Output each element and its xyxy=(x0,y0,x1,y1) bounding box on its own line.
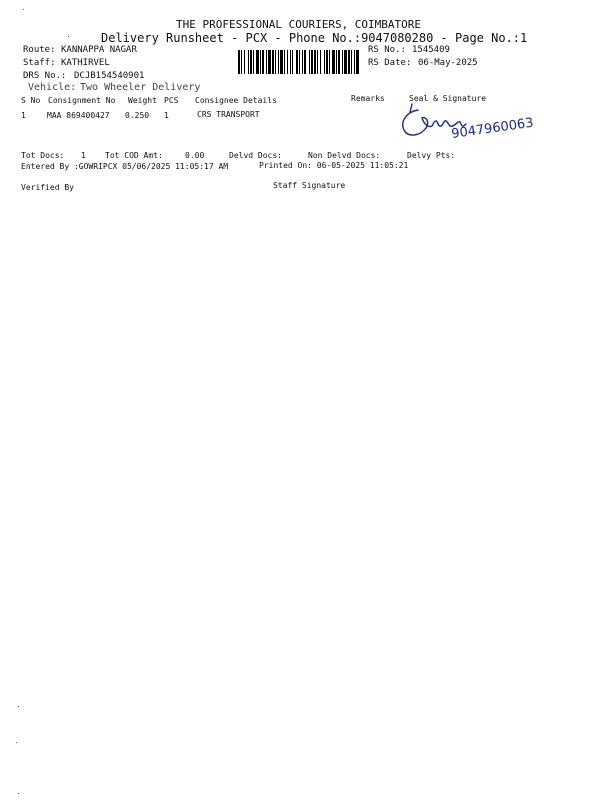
rs-date-label: RS Date: xyxy=(368,58,412,68)
barcode-bar xyxy=(290,50,291,74)
drs-label: DRS No.: xyxy=(23,71,67,81)
delvd-docs-label: Delvd Docs: xyxy=(229,151,282,160)
entered-by: Entered By :GOWRIPCX 05/06/2025 11:05:17 AM xyxy=(21,162,229,171)
row-pcs: 1 xyxy=(164,111,169,120)
barcode-bar xyxy=(244,50,245,74)
scan-speck xyxy=(23,9,24,10)
barcode-bar xyxy=(266,50,267,74)
barcode-bar xyxy=(336,50,337,74)
barcode-bar xyxy=(284,50,285,74)
tot-cod-value: 0.00 xyxy=(185,151,205,160)
barcode-bar xyxy=(275,50,276,74)
scan-speck xyxy=(16,742,17,743)
barcode-bar xyxy=(280,50,283,74)
vehicle-value: Two Wheeler Delivery xyxy=(80,82,201,93)
tot-cod-label: Tot COD Amt: xyxy=(105,151,163,160)
delvy-pts-label: Delvy Pts: xyxy=(407,151,456,160)
barcode-bar xyxy=(241,50,242,74)
barcode-bar xyxy=(344,50,347,74)
row-sno: 1 xyxy=(21,111,26,120)
barcode-bar xyxy=(272,50,274,74)
row-weight: 0.250 xyxy=(125,111,150,120)
non-delvd-label: Non Delvd Docs: xyxy=(308,151,381,160)
barcode-bar xyxy=(250,50,252,74)
barcode-bar xyxy=(342,50,343,74)
col-header-sno: S No xyxy=(21,96,41,105)
barcode-bar xyxy=(278,50,279,74)
barcode-bar xyxy=(292,50,293,74)
col-header-weight: Weight xyxy=(128,96,157,105)
barcode-bar xyxy=(287,50,288,74)
rs-no-value: 1545409 xyxy=(412,45,450,55)
barcode-bar xyxy=(302,50,303,74)
barcode-bar xyxy=(329,50,330,74)
verified-by: Verified By xyxy=(21,183,74,192)
company-name: THE PROFESSIONAL COURIERS, COIMBATORE xyxy=(176,18,422,31)
barcode-bar xyxy=(260,50,261,74)
barcode-bar xyxy=(309,50,310,74)
staff-label: Staff: xyxy=(23,58,56,68)
barcode-bar xyxy=(238,50,240,74)
scan-speck xyxy=(18,706,19,707)
barcode-bar xyxy=(317,50,318,74)
vehicle-label: Vehicle: xyxy=(28,82,77,93)
barcode-bar xyxy=(324,50,325,74)
barcode-bar xyxy=(256,50,259,74)
printed-on: Printed On: 06-05-2025 11:05:21 xyxy=(259,161,409,170)
route-label: Route: xyxy=(23,45,56,55)
barcode-bar xyxy=(311,50,313,74)
staff-signature: Staff Signature xyxy=(273,181,346,190)
barcode-bar xyxy=(314,50,316,74)
barcode-bar xyxy=(248,50,249,74)
col-header-pcs: PCS xyxy=(164,96,179,105)
barcode-bar xyxy=(299,50,300,74)
barcode xyxy=(238,50,360,74)
scan-speck xyxy=(68,36,69,37)
runsheet-title: Delivery Runsheet - PCX - Phone No.:9047080280 - Page No.:1 xyxy=(101,31,528,45)
barcode-bar xyxy=(348,50,350,74)
drs-value: DCJB154540901 xyxy=(74,71,145,81)
tot-docs-label: Tot Docs: xyxy=(21,151,65,160)
barcode-bar xyxy=(253,50,254,74)
handwritten-signature xyxy=(396,98,536,150)
barcode-bar xyxy=(304,50,306,74)
col-header-remarks: Remarks xyxy=(351,94,385,103)
col-header-seal: Seal & Signature xyxy=(409,94,487,103)
staff-value: KATHIRVEL xyxy=(61,58,110,68)
barcode-bar xyxy=(356,50,359,74)
route-value: KANNAPPA NAGAR xyxy=(61,45,137,55)
barcode-bar xyxy=(326,50,328,74)
barcode-bar xyxy=(268,50,271,74)
col-header-consignment: Consignment No xyxy=(48,96,116,105)
row-consignee: CRS TRANSPORT xyxy=(197,110,260,119)
rs-no-label: RS No.: xyxy=(368,45,406,55)
rs-date-value: 06-May-2025 xyxy=(418,58,478,68)
row-consignment: MAA 869400427 xyxy=(47,111,110,120)
barcode-bar xyxy=(262,50,264,74)
col-header-consignee: Consignee Details xyxy=(195,96,277,105)
barcode-bar xyxy=(338,50,340,74)
tot-docs-value: 1 xyxy=(81,151,86,160)
barcode-bar xyxy=(354,50,355,74)
barcode-bar xyxy=(296,50,298,74)
handwritten-phone: 9047960063 xyxy=(450,115,535,142)
barcode-bar xyxy=(320,50,321,74)
barcode-bar xyxy=(351,50,352,74)
barcode-bar xyxy=(332,50,335,74)
scan-speck xyxy=(18,793,19,794)
